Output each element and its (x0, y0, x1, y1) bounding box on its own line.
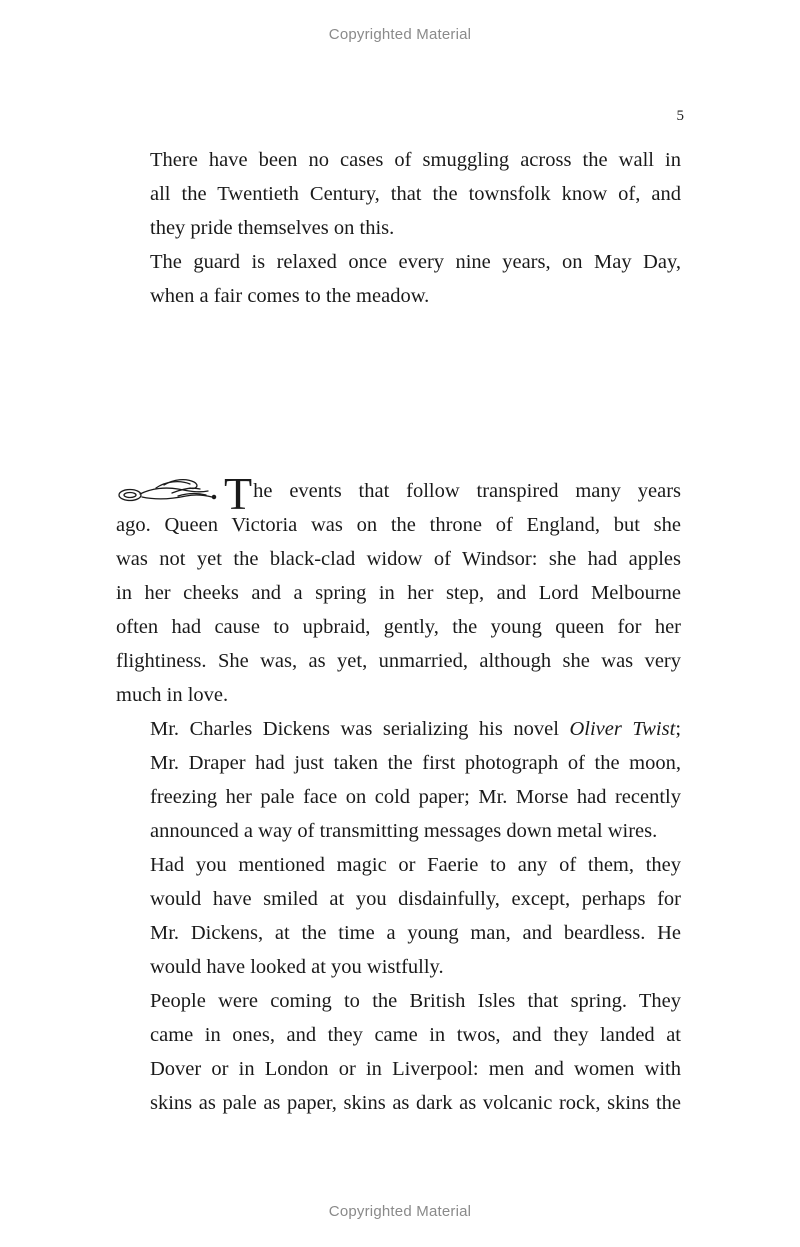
text-line: would have looked at you wistfully. (150, 956, 444, 978)
text-line: announced a way of transmitting messages down metal wires. (150, 820, 658, 842)
page-number: 5 (676, 108, 684, 124)
copyright-watermark-top: Copyrighted Material (328, 26, 472, 43)
text-line (116, 712, 681, 746)
text-line: was not yet the black-clad widow of Windsor: she had apples (116, 548, 681, 570)
text-line: often had cause to upbraid, gently, the young queen for her (116, 616, 681, 638)
text-line: Mr. Dickens, at the time a young man, and beardless. He (150, 922, 681, 944)
paragraph (116, 143, 681, 245)
text-line: flightiness. She was, as yet, unmarried, although she was very (116, 650, 681, 672)
paragraph (116, 984, 681, 1120)
text-line: when a fair comes to the meadow. (150, 285, 430, 307)
text-line: There have been no cases of smuggling across the wall in (150, 149, 681, 171)
text-line: he events that follow transpired many years (253, 480, 681, 502)
copyright-watermark-bottom: Copyrighted Material (328, 1203, 472, 1220)
text-line: Had you mentioned magic or Faerie to any of them, they (150, 854, 681, 876)
text-line: would have smiled at you disdainfully, except, perhaps for (150, 888, 681, 910)
paragraph (116, 468, 681, 712)
text-line: all the Twentieth Century, that the townsfolk know of, and (150, 183, 681, 205)
text-line: ago. Queen Victoria was on the throne of England, but she (116, 514, 681, 536)
text-line: skins as pale as paper, skins as dark as volcanic rock, skins the (150, 1092, 681, 1114)
section-one (116, 143, 681, 313)
flourish-ornament-icon (116, 475, 220, 505)
text-segment: Mr. Charles Dickens was serializing his novel (150, 718, 570, 740)
paragraph (116, 848, 681, 984)
opening-line (116, 468, 681, 519)
text-line: came in ones, and they came in twos, and they landed at (150, 1024, 681, 1046)
text-line: People were coming to the British Isles that spring. They (150, 990, 681, 1012)
text-line: Mr. Draper had just taken the first photograph of the moon, (150, 752, 681, 774)
paragraph (116, 245, 681, 313)
text-line: Dover or in London or in Liverpool: men and women with (150, 1058, 681, 1080)
text-line: much in love. (116, 684, 229, 706)
drop-cap: T (224, 468, 253, 519)
text-line: freezing her pale face on cold paper; Mr. Morse had recently (150, 786, 681, 808)
book-title: Oliver Twist (569, 718, 676, 740)
text-line: The guard is relaxed once every nine years, on May Day, (150, 251, 681, 273)
paragraph (116, 712, 681, 848)
text-line: in her cheeks and a spring in her step, and Lord Melbourne (116, 582, 681, 604)
text-segment: ; (675, 718, 682, 740)
text-line: they pride themselves on this. (150, 217, 395, 239)
section-two (116, 468, 682, 1120)
